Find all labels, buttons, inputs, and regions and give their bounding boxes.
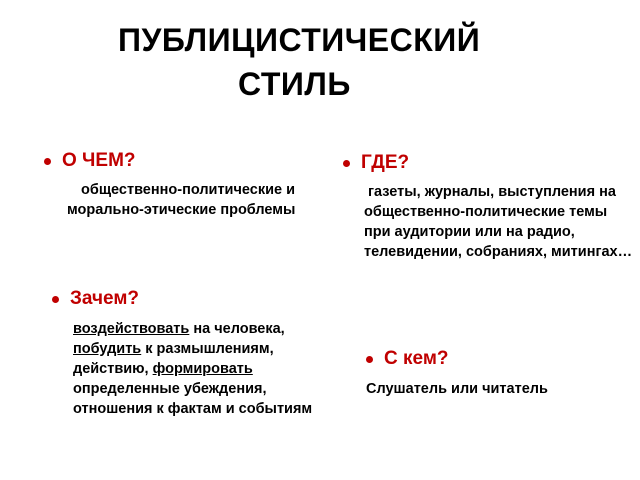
section-what bbox=[44, 150, 314, 220]
bullet-icon bbox=[366, 356, 373, 363]
underlined-word-encourage: побудить bbox=[73, 341, 142, 357]
section-what-heading bbox=[44, 150, 314, 172]
section-what-text: общественно-политические и морально-этические проблемы bbox=[67, 182, 296, 218]
section-whom-text: Слушатель или читатель bbox=[366, 381, 548, 397]
bullet-icon bbox=[343, 160, 350, 167]
title-line-2: СТИЛЬ bbox=[238, 66, 351, 102]
why-text-part-3: определенные убеждения, отношения к фактам и событиям bbox=[73, 381, 313, 417]
section-where-heading bbox=[343, 152, 633, 174]
section-what-heading-text: О ЧЕМ? bbox=[62, 150, 136, 171]
section-whom bbox=[366, 348, 636, 399]
section-whom-heading bbox=[366, 348, 636, 370]
section-why bbox=[52, 288, 322, 419]
underlined-word-form: формировать bbox=[152, 361, 253, 377]
section-why-heading-text: Зачем? bbox=[70, 288, 140, 309]
bullet-icon bbox=[52, 296, 59, 303]
section-where bbox=[343, 152, 633, 262]
why-text-part-2: к размышлениям, действию, bbox=[73, 341, 274, 377]
underlined-word-influence: воздействовать bbox=[73, 321, 190, 337]
section-where-heading-text: ГДЕ? bbox=[361, 152, 410, 173]
section-whom-heading-text: С кем? bbox=[384, 348, 449, 369]
section-where-text: газеты, журналы, выступления на общественно-политические темы при аудитории или на радио, телевидении, собраниях, митингах… bbox=[364, 184, 633, 260]
bullet-icon bbox=[44, 158, 51, 165]
section-why-text bbox=[52, 319, 322, 419]
why-text-part-1: на человека, bbox=[189, 321, 285, 337]
title-line-1: ПУБЛИЦИСТИЧЕСКИЙ bbox=[118, 22, 481, 58]
section-why-heading bbox=[52, 288, 322, 310]
